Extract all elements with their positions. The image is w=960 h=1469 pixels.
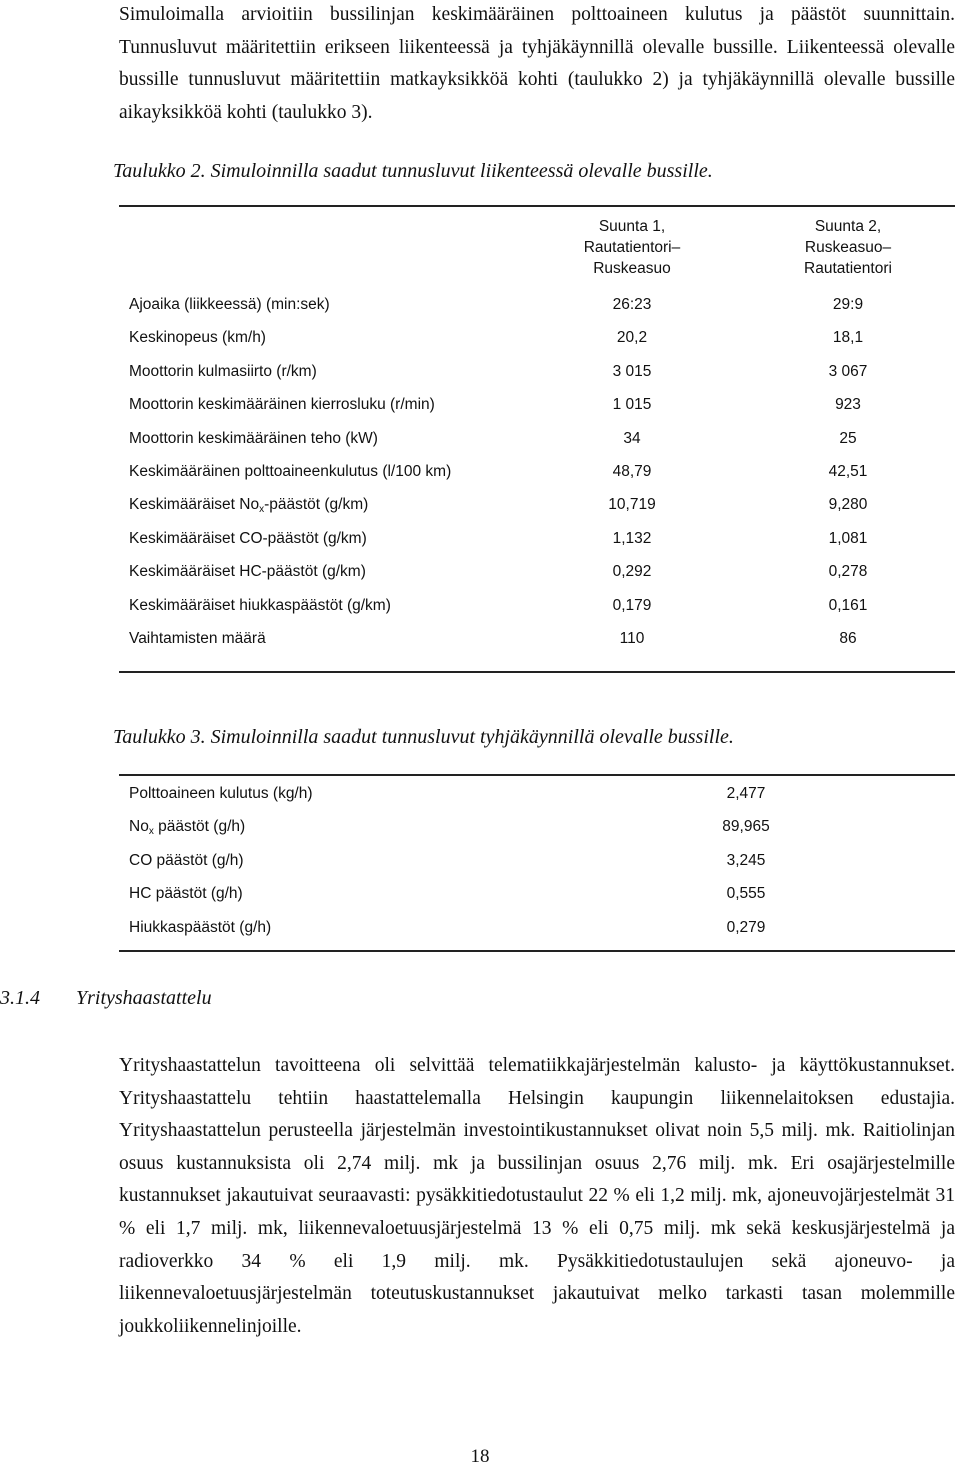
table2-caption: Taulukko 2. Simuloinnilla saadut tunnusluvut liikenteessä olevalle bussille. — [113, 160, 713, 182]
table-row — [119, 424, 955, 457]
cell-direction-1: 1 015 — [612, 396, 652, 414]
row-label: Ajoaika (liikkeessä) (min:sek) — [129, 296, 330, 313]
cell-direction-2: 923 — [835, 396, 861, 414]
table-row — [119, 390, 955, 423]
cell-direction-2: 42,51 — [828, 462, 868, 480]
cell-direction-2: 1,081 — [828, 529, 868, 547]
page-number: 18 — [470, 1446, 490, 1467]
table-row — [119, 876, 955, 909]
row-label-text: Keskimääräiset No — [129, 496, 260, 514]
row-label: Moottorin keskimääräinen teho (kW) — [129, 429, 378, 447]
cell-direction-2: 29:9 — [832, 296, 864, 313]
cell-direction-2: 25 — [839, 429, 857, 447]
row-label: Hiukkaspäästöt (g/h) — [129, 918, 272, 936]
body-paragraph: Yrityshaastattelun tavoitteena oli selvittää telematiikkajärjestelmän kalusto- ja käyttökustannukset. Yrityshaastattelu tehtiin haastattelemalla Helsingin kaupungin liikennelaitoksen edustajia. Yrityshaastattelun perusteella järjestelmän investointikustannukset olivat noin 5,5 milj. mk. Raitiolinjan osuus kustannuksista oli 2,74 milj. mk ja bussilinjan osuus 2,76 milj. mk. Eri osajärjestelmille kustannukset jakautuivat seuraavasti: pysäkkitiedotustaulut 22 % eli 1,2 milj. mk, ajoneuvojärjestelmät 31 % eli 1,7 milj. mk, liikennevaloetuusjärjestelmä 13 % eli 0,75 milj. mk sekä keskusjärjestelmä ja radioverkko 34 % eli 1,9 milj. mk. Pysäkkitiedotustaulujen sekä ajoneuvo- ja liikennevaloetuusjärjestelmän toteutuskustannukset jakautuivat melko tarkasti tasan molemmille joukkoliikennelinjoille. — [119, 1055, 955, 1337]
table-bottom-padding — [119, 657, 955, 671]
row-label: Keskimääräinen polttoaineenkulutus (l/100 km) — [129, 462, 452, 480]
intro-paragraph: Simuloimalla arvioitiin bussilinjan keskimääräinen polttoaineen kulutus ja päästöt suunnittain. Tunnusluvut määritettiin erikseen liikenteessä ja tyhjäkäynnillä olevalle bussille. Liikenteessä olevalle bussille tunnusluvut määritettiin matkayksikköä kohti (taulukko 2) ja tyhjäkäynnillä olevalle bussille aikayksikköä kohti (taulukko 3). — [119, 4, 955, 123]
table3-caption: Taulukko 3. Simuloinnilla saadut tunnusluvut tyhjäkäynnillä olevalle bussille. — [113, 726, 734, 748]
row-label: Keskinopeus (km/h) — [129, 329, 266, 347]
row-label: Keskimääräiset hiukkaspäästöt (g/km) — [129, 596, 391, 614]
table-row — [119, 524, 955, 557]
cell-direction-2: 18,1 — [832, 329, 864, 347]
row-label: Polttoaineen kulutus (kg/h) — [129, 785, 313, 802]
cell-value: 89,965 — [722, 818, 770, 836]
table-row — [119, 357, 955, 390]
row-label: Keskimääräiset CO-päästöt (g/km) — [129, 529, 367, 547]
column-header-line: Rautatientori– — [583, 239, 681, 256]
table-row — [119, 624, 955, 657]
table-row — [119, 557, 955, 590]
cell-direction-1: 0,292 — [612, 563, 652, 581]
cell-direction-2: 3 067 — [828, 362, 868, 380]
section-title: Yrityshaastattelu — [76, 987, 212, 1009]
row-label — [129, 496, 368, 515]
row-label — [129, 818, 245, 837]
cell-direction-1: 48,79 — [612, 462, 652, 480]
table-row — [119, 910, 955, 943]
column-header-line: Suunta 1, — [598, 218, 666, 235]
table-row — [119, 776, 955, 809]
cell-direction-1: 0,179 — [612, 596, 652, 614]
cell-direction-2: 86 — [839, 629, 857, 647]
cell-value: 0,555 — [726, 885, 766, 903]
cell-direction-1: 110 — [619, 629, 645, 647]
section-number: 3.1.4 — [0, 987, 40, 1009]
table-row — [119, 591, 955, 624]
row-label-text: -päästöt (g/km) — [264, 496, 369, 514]
table-row — [119, 809, 955, 842]
cell-direction-1: 10,719 — [608, 496, 656, 514]
cell-direction-2: 0,161 — [828, 596, 868, 614]
cell-direction-1: 1,132 — [612, 529, 652, 547]
row-label: Keskimääräiset HC-päästöt (g/km) — [129, 563, 366, 581]
column-header-direction-1 — [547, 216, 717, 279]
column-header-line: Suunta 2, — [814, 218, 882, 235]
row-label: HC päästöt (g/h) — [129, 885, 243, 903]
cell-value: 0,279 — [726, 918, 766, 936]
table-row — [119, 490, 955, 523]
column-header-line: Rautatientori — [804, 260, 892, 277]
row-label: Vaihtamisten määrä — [129, 629, 266, 647]
column-header-line: Ruskeasuo– — [804, 239, 892, 256]
cell-direction-1: 34 — [623, 429, 641, 447]
subscript: x — [148, 826, 154, 838]
cell-direction-1: 20,2 — [616, 329, 648, 347]
table-row — [119, 290, 955, 323]
section-heading — [0, 987, 212, 1010]
table2 — [119, 205, 955, 673]
column-header-direction-2 — [763, 216, 933, 279]
table2-header — [119, 207, 955, 290]
column-header-line: Ruskeasuo — [593, 260, 671, 277]
table-row — [119, 323, 955, 356]
row-label: Moottorin keskimääräinen kierrosluku (r/min) — [129, 396, 435, 414]
row-label: Moottorin kulmasiirto (r/km) — [129, 362, 317, 380]
table-row — [119, 843, 955, 876]
cell-direction-2: 0,278 — [828, 563, 868, 581]
table3 — [119, 774, 955, 952]
cell-value: 3,245 — [726, 851, 766, 869]
table-bottom-padding — [119, 943, 955, 950]
subscript: x — [259, 504, 265, 516]
cell-direction-1: 26:23 — [612, 296, 652, 313]
row-label: CO päästöt (g/h) — [129, 851, 244, 869]
row-label-text: No — [129, 818, 149, 836]
row-label-text: päästöt (g/h) — [153, 818, 246, 836]
cell-direction-1: 3 015 — [612, 362, 652, 380]
table-row — [119, 457, 955, 490]
cell-direction-2: 9,280 — [828, 496, 868, 514]
cell-value: 2,477 — [726, 785, 766, 802]
